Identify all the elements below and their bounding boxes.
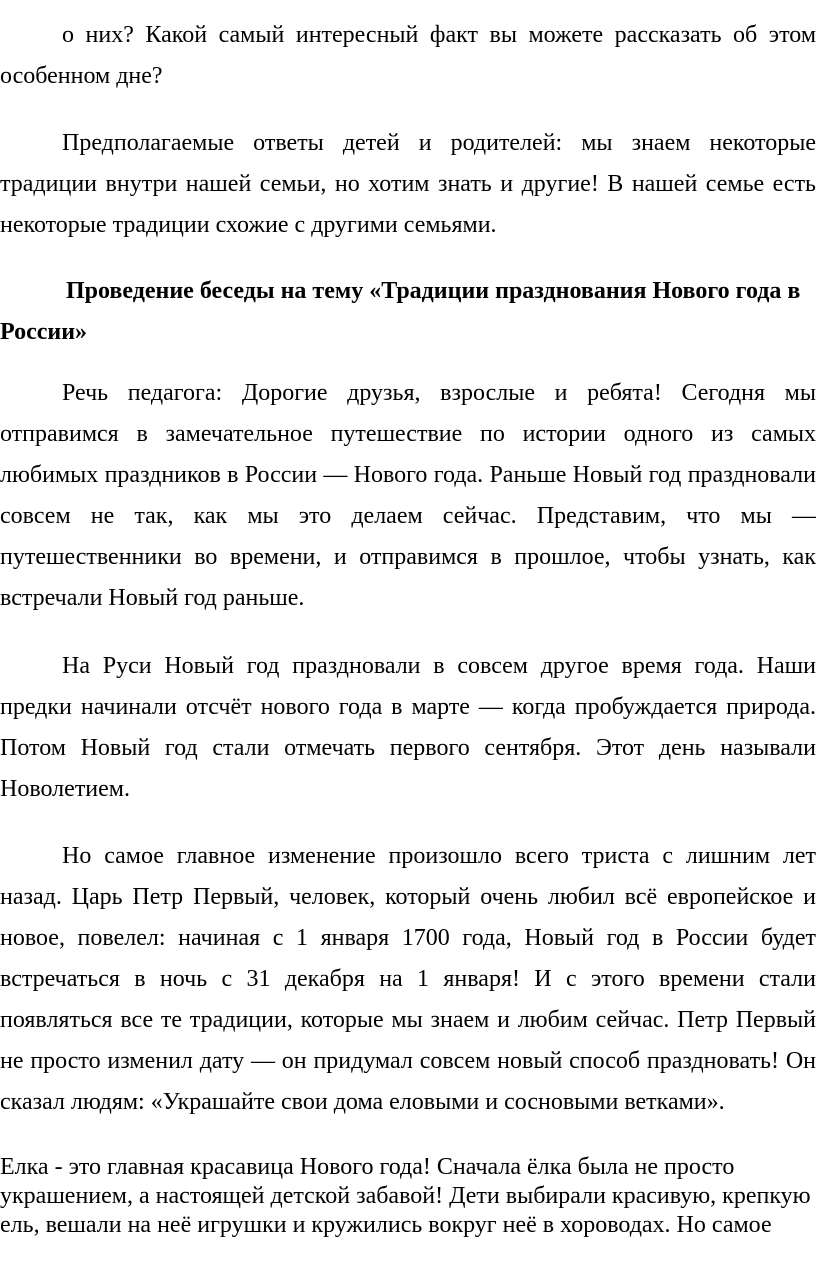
paragraph-intro-question: о них? Какой самый интересный факт вы можете рассказать об этом особенном дне?: [0, 22, 816, 89]
paragraph-rus-new-year: На Руси Новый год праздновали в совсем другое время года. Наши предки начинали отсчёт нового года в марте — когда пробуждается природа. Потом Новый год стали отмечать первого сентября. Этот день называли Новолетием.: [0, 653, 816, 802]
paragraph-teacher-speech: Речь педагога: Дорогие друзья, взрослые и ребята! Сегодня мы отправимся в замечательное путешествие по истории одного из самых любимых праздников в России — Нового года. Раньше Новый год праздновали совсем не так, как мы это делаем сейчас. Представим, что мы — путешественники во времени, и отправимся в прошлое, чтобы узнать, как встречали Новый год раньше.: [0, 380, 816, 611]
paragraph-christmas-tree: Елка - это главная красавица Нового года! Сначала ёлка была не просто украшением, а настоящей детской забавой! Дети выбирали красивую, крепкую ель, вешали на неё игрушки и кружились вокруг неё в хороводах. Но самое: [0, 1154, 811, 1238]
section-heading: Проведение беседы на тему «Традиции празднования Нового года в России»: [0, 278, 801, 345]
paragraph-expected-answers: Предполагаемые ответы детей и родителей: мы знаем некоторые традиции внутри нашей семьи, но хотим знать и другие! В нашей семье есть некоторые традиции схожие с другими семьями.: [0, 130, 816, 238]
paragraph-peter-the-great: Но самое главное изменение произошло всего триста с лишним лет назад. Царь Петр Первый, человек, который очень любил всё европейское и новое, повелел: начиная с 1 января 1700 года, Новый год в России будет встречаться в ночь с 31 декабря на 1 января! И с этого времени стали появляться все те традиции, которые мы знаем и любим сейчас. Петр Первый не просто изменил дату — он придумал совсем новый способ праздновать! Он сказал людям: «Украшайте свои дома еловыми и сосновыми ветками».: [0, 843, 816, 1115]
